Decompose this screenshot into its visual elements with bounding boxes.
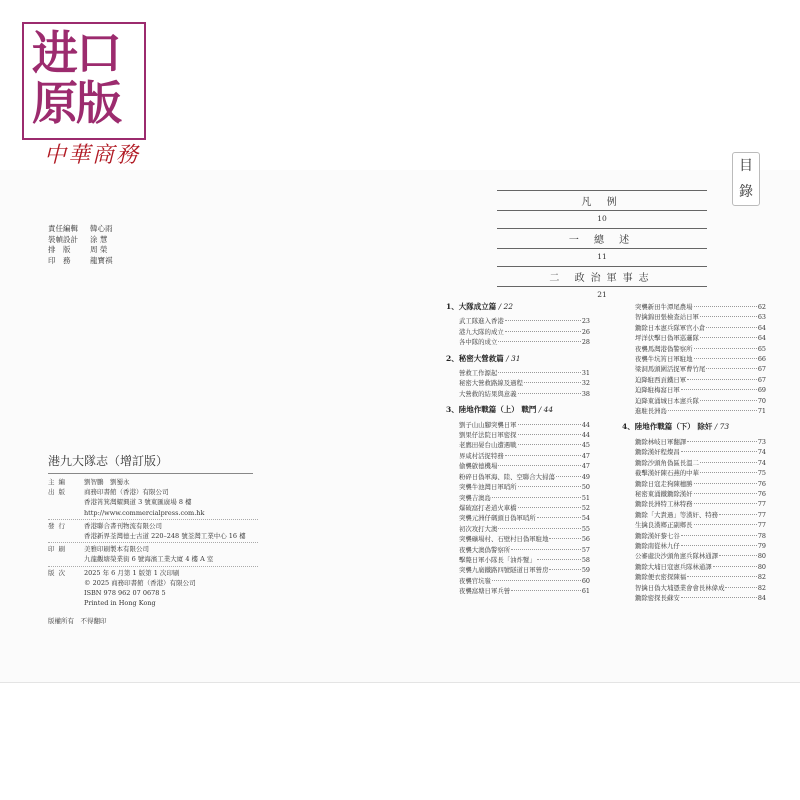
category-title: 4、陸地作戰篇（下） 除奸 <box>622 422 713 432</box>
entry-title: 鋤除林岐日軍翻譯 <box>635 437 687 446</box>
category-slash: / <box>536 405 544 415</box>
entry-page: 82 <box>757 583 766 592</box>
entry-page: 62 <box>757 303 766 311</box>
entry-title: 夜襲馬灣港偽警察所 <box>635 344 693 353</box>
entry-title: 初次攻打大澳 <box>459 524 498 533</box>
entry-leader <box>725 587 756 588</box>
toc-entry <box>446 545 590 555</box>
pub-label <box>48 598 84 608</box>
entry-title: 夜襲窩塘日軍兵營 <box>459 587 511 596</box>
entry-page: 56 <box>581 535 590 544</box>
pub-row <box>48 531 258 541</box>
entry-title: 鋤除密探長蘇安 <box>635 593 680 602</box>
entry-leader <box>706 368 757 369</box>
entry-title: 突襲新田牛潭尾農場 <box>635 303 693 311</box>
toc-entry <box>622 479 766 489</box>
toc-entry <box>446 576 590 586</box>
toc-entry <box>446 565 590 575</box>
toc-entry <box>622 344 766 354</box>
entry-page: 44 <box>581 420 590 429</box>
pub-value: 美雅印刷製本有限公司 <box>84 545 149 554</box>
entry-page: 32 <box>581 379 590 388</box>
entry-leader <box>505 331 581 332</box>
entry-page: 80 <box>757 552 766 561</box>
credit-label: 裝幀設計 <box>48 234 78 244</box>
toc-entry <box>622 396 766 406</box>
toc-entry <box>622 520 766 530</box>
entry-leader <box>498 465 581 466</box>
toc-entry <box>622 302 766 312</box>
entry-page: 31 <box>581 369 590 378</box>
toc-entry <box>446 337 590 347</box>
credit-label: 責任編輯 <box>48 224 78 233</box>
pub-value: © 2025 商務印書館（香港）有限公司 <box>84 578 196 587</box>
toc-entry <box>446 430 590 440</box>
toc-entry <box>622 447 766 457</box>
entry-title: 生擒良漢鄉正副鄉長 <box>635 521 693 530</box>
badge-text: 进口原版 <box>32 26 120 130</box>
entry-title: 鋤除長洲特工林特務 <box>635 500 693 509</box>
toc-entry <box>446 586 590 596</box>
entry-title: 鋤除大埔日寇憲兵隊林通譯 <box>635 562 712 571</box>
entry-leader <box>681 389 757 390</box>
entry-page: 49 <box>581 472 590 481</box>
entry-title: 鋤除南從林九仔 <box>635 541 680 550</box>
entry-leader <box>505 455 581 456</box>
pub-label <box>48 554 84 564</box>
credit-row <box>48 224 113 235</box>
entry-title: 突襲元洲仔碼頭日偽軍哨所 <box>459 514 536 523</box>
pub-row <box>48 598 258 608</box>
toc-entry <box>446 420 590 430</box>
entry-page: 67 <box>757 375 766 384</box>
entry-page: 66 <box>757 355 766 364</box>
entry-title: 梁洞馬頭圍活捉軍曹竹尾 <box>635 365 706 374</box>
divider <box>48 566 258 567</box>
entry-page: 80 <box>757 562 766 571</box>
entry-leader <box>518 486 581 487</box>
entry-leader <box>549 569 580 570</box>
entry-title: 老鷹田晏台山遭遇戰 <box>459 441 517 450</box>
entry-page: 26 <box>581 327 590 336</box>
entry-title: 突襲吉澳島 <box>459 493 491 502</box>
entry-leader <box>694 493 757 494</box>
section-title: 二 政治軍事志 <box>549 273 655 284</box>
toc-entry <box>622 531 766 541</box>
entry-leader <box>524 382 581 383</box>
entry-title: 坪洋伏擊日偽軍巡邏隊 <box>635 334 699 343</box>
entry-page: 52 <box>581 503 590 512</box>
entry-title: 武工隊進入香港 <box>459 317 504 326</box>
entry-title: 夜襲牛坑筲日軍駐地 <box>635 355 693 364</box>
entry-title: 鋤除漢奸程燦昌 <box>635 448 680 457</box>
pub-value: 九龍觀塘榮業街 6 號海濱工業大廈 4 樓 A 室 <box>84 555 214 564</box>
entry-leader <box>694 503 757 504</box>
credits-block <box>48 224 113 266</box>
credit-row <box>48 245 113 256</box>
entry-page: 65 <box>757 344 766 353</box>
entry-title: 智擒日偽大埔憑業會會長林偉成 <box>635 583 725 592</box>
toc-entry <box>622 489 766 499</box>
entry-leader <box>700 472 757 473</box>
toc-entry <box>446 513 590 523</box>
credit-row <box>48 256 113 267</box>
category-page: 31 <box>511 353 521 363</box>
entry-leader <box>537 517 581 518</box>
toc-category <box>622 422 766 432</box>
toc-entry <box>622 593 766 603</box>
entry-title: 鋤除便衣密探陳福 <box>635 573 687 582</box>
entry-page: 44 <box>581 431 590 440</box>
entry-page: 64 <box>757 323 766 332</box>
toc-entry <box>622 541 766 551</box>
entry-title: 鋤除漢奸黎七谷 <box>635 531 680 540</box>
entry-title: 突襲九廣鐵路四號隧道日軍營房 <box>459 566 549 575</box>
pub-row <box>48 588 258 598</box>
toc-category <box>446 302 590 312</box>
entry-page: 55 <box>581 524 590 533</box>
entry-leader <box>700 337 757 338</box>
entry-title: 劉子山山腳突襲日軍 <box>459 420 517 429</box>
entry-title: 秘密大營救路線及過程 <box>459 379 523 388</box>
entry-leader <box>687 441 757 442</box>
toc-entry <box>446 316 590 326</box>
toc-entry <box>622 312 766 322</box>
entry-page: 59 <box>581 566 590 575</box>
category-slash: / <box>496 302 504 311</box>
pub-label: 版次 <box>48 568 69 577</box>
section-page: 11 <box>597 252 607 261</box>
entry-page: 78 <box>757 531 766 540</box>
entry-title: 迫降駐梅窩日軍 <box>635 386 680 395</box>
contents-tab: 目錄 <box>732 152 760 206</box>
toc-entry <box>622 551 766 561</box>
entry-title: 爆破窩打老道火車橋 <box>459 503 517 512</box>
entry-title: 鋤除日寇走狗陳穗勝 <box>635 479 693 488</box>
credit-value: 周 榮 <box>90 245 108 254</box>
toc-entry <box>446 368 590 378</box>
section-title: 凡 例 <box>581 197 623 208</box>
entry-leader <box>511 549 581 550</box>
entry-leader <box>687 379 757 380</box>
pub-row <box>48 544 258 554</box>
pub-value: http://www.commercialpress.com.hk <box>84 508 205 517</box>
toc-sections <box>497 190 707 304</box>
section-page: 10 <box>597 214 607 223</box>
toc-entry <box>446 482 590 492</box>
pub-value: 2025 年 6 月第 1 版第 1 次印刷 <box>84 568 180 577</box>
toc-entry <box>622 364 766 374</box>
entry-title: 擊斃日軍小隊長「油炸蟹」 <box>459 555 536 564</box>
entry-title: 公審處決沙頭角憲兵隊林通譯 <box>635 552 719 561</box>
entry-leader <box>681 545 757 546</box>
entry-page: 54 <box>581 514 590 523</box>
entry-leader <box>511 590 581 591</box>
entry-page: 69 <box>757 386 766 395</box>
entry-leader <box>492 580 581 581</box>
pub-label <box>48 578 84 588</box>
credit-value: 龍寶祺 <box>90 255 113 265</box>
toc-entry <box>622 468 766 478</box>
rights-notice: 版權所有 不得翻印 <box>48 617 107 626</box>
toc-entry <box>622 385 766 395</box>
entry-leader <box>498 341 581 342</box>
import-original-badge <box>22 22 146 140</box>
entry-page: 84 <box>757 593 766 602</box>
entry-leader <box>518 393 581 394</box>
section-title: 一 總 述 <box>568 235 636 246</box>
pub-label <box>48 508 84 518</box>
credit-value: 涂 慧 <box>90 234 108 244</box>
entry-page: 77 <box>757 500 766 509</box>
entry-page: 47 <box>581 462 590 471</box>
pub-label <box>48 531 84 541</box>
entry-leader <box>518 444 581 445</box>
pub-label <box>48 588 84 598</box>
toc-entry <box>622 437 766 447</box>
entry-title: 進駐長洲島 <box>635 407 667 416</box>
entry-title: 劉果仔法院日軍密探 <box>459 431 517 440</box>
entry-leader <box>713 566 757 567</box>
entry-title: 鋤除日本憲兵隊軍官小倉 <box>635 323 706 332</box>
entry-page: 50 <box>581 483 590 492</box>
entry-page: 63 <box>757 313 766 322</box>
entry-leader <box>498 372 581 373</box>
pub-row <box>48 508 258 518</box>
pub-value: 香港聯合書刊物流有限公司 <box>84 521 162 530</box>
entry-leader <box>492 497 581 498</box>
toc-entry <box>446 534 590 544</box>
entry-leader <box>694 306 757 307</box>
toc-entry <box>446 327 590 337</box>
pub-value: 商務印書館（香港）有限公司 <box>84 488 169 497</box>
pub-label: 發行 <box>48 521 69 530</box>
entry-title: 界咸村活捉特務 <box>459 451 504 460</box>
entry-title: 大營救的結果與意義 <box>459 389 517 398</box>
category-page: 44 <box>543 405 554 415</box>
entry-leader <box>537 559 581 560</box>
entry-title: 粉碎日偽軍海、陸、空聯合大掃蕩 <box>459 472 555 481</box>
credit-label: 排 版 <box>48 245 71 254</box>
publication-info <box>48 477 258 627</box>
toc-entry <box>622 375 766 385</box>
entry-leader <box>706 327 757 328</box>
toc-entry <box>446 389 590 399</box>
entry-title: 鋤除沙頭角偽區長溫二 <box>635 458 699 467</box>
entry-page: 28 <box>581 338 590 347</box>
entry-page: 45 <box>581 441 590 450</box>
pub-label: 主編 <box>48 478 69 486</box>
entry-page: 57 <box>581 545 590 554</box>
entry-leader <box>668 410 757 411</box>
entry-leader <box>719 555 757 556</box>
toc-entry <box>446 472 590 482</box>
section-page: 21 <box>597 290 607 299</box>
entry-page: 61 <box>581 587 590 596</box>
toc-entry <box>622 458 766 468</box>
entry-title: 截擊漢奸陳石燕的中華 <box>635 469 699 478</box>
toc-entry <box>622 572 766 582</box>
entry-leader <box>681 597 757 598</box>
entry-title: 鋤除「大貴過」等漢奸、特務 <box>635 510 719 519</box>
pub-value: 劉智鵬 劉蜀永 <box>84 478 130 486</box>
entry-leader <box>505 320 581 321</box>
entry-leader <box>549 538 580 539</box>
category-title: 2、秘密大營救篇 <box>446 353 504 363</box>
toc-entry <box>446 493 590 503</box>
entry-page: 82 <box>757 573 766 582</box>
credit-value: 韓心雨 <box>90 224 113 233</box>
entry-title: 秘密東涌鐵鋤除漢奸 <box>635 489 693 498</box>
entry-title: 夜襲官坑嶺 <box>459 576 491 585</box>
pub-row <box>48 497 258 507</box>
toc-entry <box>446 555 590 565</box>
toc-entry <box>446 440 590 450</box>
entry-page: 75 <box>757 469 766 478</box>
entry-page: 76 <box>757 489 766 498</box>
entry-page: 77 <box>757 510 766 519</box>
credit-row <box>48 235 113 246</box>
entry-title: 偷襲啟德機場 <box>459 462 498 471</box>
credit-label: 印 務 <box>48 255 71 265</box>
pub-label: 出版 <box>48 488 69 497</box>
toc-entry <box>622 583 766 593</box>
entry-page: 74 <box>757 448 766 457</box>
entry-page: 58 <box>581 555 590 564</box>
category-slash: / <box>503 353 512 363</box>
category-title: 3、陸地作戰篇（上） 戰鬥 <box>446 405 537 415</box>
entry-leader <box>694 524 757 525</box>
entry-title: 突襲礦場村、石壁村日偽軍駐地 <box>459 535 549 544</box>
toc-entry <box>622 499 766 509</box>
entry-title: 迫降駐西貢鐵日軍 <box>635 375 687 384</box>
entry-leader <box>700 462 757 463</box>
entry-leader <box>518 434 581 435</box>
entry-leader <box>498 528 581 529</box>
entry-leader <box>556 476 581 477</box>
entry-leader <box>719 514 757 515</box>
entry-title: 各中隊的成立 <box>459 338 498 347</box>
entry-page: 73 <box>757 437 766 446</box>
toc-entry <box>446 461 590 471</box>
toc-column-left <box>446 302 590 597</box>
toc-entry <box>622 354 766 364</box>
entry-page: 74 <box>757 458 766 467</box>
pub-value: 香港新界荃灣德士古道 220–248 號荃灣工業中心 16 樓 <box>84 532 246 541</box>
entry-leader <box>694 358 757 359</box>
toc-category <box>446 354 590 364</box>
entry-leader <box>700 400 757 401</box>
entry-title: 智擒錦田張檢查站日軍 <box>635 313 699 322</box>
toc-entry <box>622 406 766 416</box>
toc-entry <box>622 333 766 343</box>
entry-page: 23 <box>581 317 590 326</box>
pub-label <box>48 497 84 507</box>
entry-page: 51 <box>581 493 590 502</box>
entry-leader <box>694 348 757 349</box>
entry-page: 70 <box>757 396 766 405</box>
brand-logo: 中華商務 <box>44 143 141 168</box>
pub-value: ISBN 978 962 07 0678 5 <box>84 589 166 598</box>
toc-column-right <box>622 302 766 603</box>
toc-entry <box>622 562 766 572</box>
pub-row <box>48 521 258 531</box>
entry-title: 夜襲大澳偽警察所 <box>459 545 511 554</box>
pub-row <box>48 554 258 564</box>
entry-page: 47 <box>581 451 590 460</box>
entry-title: 突襲牛池灣日軍哨所 <box>459 483 517 492</box>
category-title: 1、大隊成立篇 <box>446 302 497 311</box>
pub-value: 香港筲箕灣耀興道 3 號東匯廣場 8 樓 <box>84 498 192 507</box>
entry-title: 迫降東涌城日本憲兵隊 <box>635 396 699 405</box>
entry-leader <box>687 576 757 577</box>
entry-leader <box>681 535 757 536</box>
category-page: 73 <box>719 422 730 432</box>
pub-row <box>48 477 258 487</box>
divider <box>48 542 258 543</box>
toc-entry <box>622 510 766 520</box>
divider <box>48 519 258 520</box>
entry-page: 64 <box>757 334 766 343</box>
entry-leader <box>518 507 581 508</box>
pub-value: Printed in Hong Kong <box>84 599 156 608</box>
entry-leader <box>694 483 757 484</box>
toc-entry <box>622 323 766 333</box>
entry-page: 79 <box>757 541 766 550</box>
toc-entry <box>446 524 590 534</box>
toc-category <box>446 405 590 415</box>
toc-entry <box>446 451 590 461</box>
toc-entry <box>446 378 590 388</box>
pub-row <box>48 487 258 497</box>
pub-row <box>48 568 258 578</box>
toc-entry <box>446 503 590 513</box>
entry-page: 38 <box>581 389 590 398</box>
book-title: 港九大隊志（增訂版） <box>48 452 253 474</box>
entry-page: 76 <box>757 479 766 488</box>
entry-page: 60 <box>581 576 590 585</box>
category-page: 22 <box>503 302 514 311</box>
entry-page: 71 <box>757 407 766 416</box>
pub-label: 印刷 <box>48 545 69 554</box>
entry-page: 77 <box>757 521 766 530</box>
entry-title: 營救工作源起 <box>459 369 498 378</box>
category-slash: / <box>712 422 720 432</box>
entry-leader <box>681 451 757 452</box>
entry-page: 67 <box>757 365 766 374</box>
entry-title: 港九大隊的成立 <box>459 327 504 336</box>
entry-leader <box>518 424 581 425</box>
entry-leader <box>700 316 757 317</box>
pub-row <box>48 578 258 588</box>
